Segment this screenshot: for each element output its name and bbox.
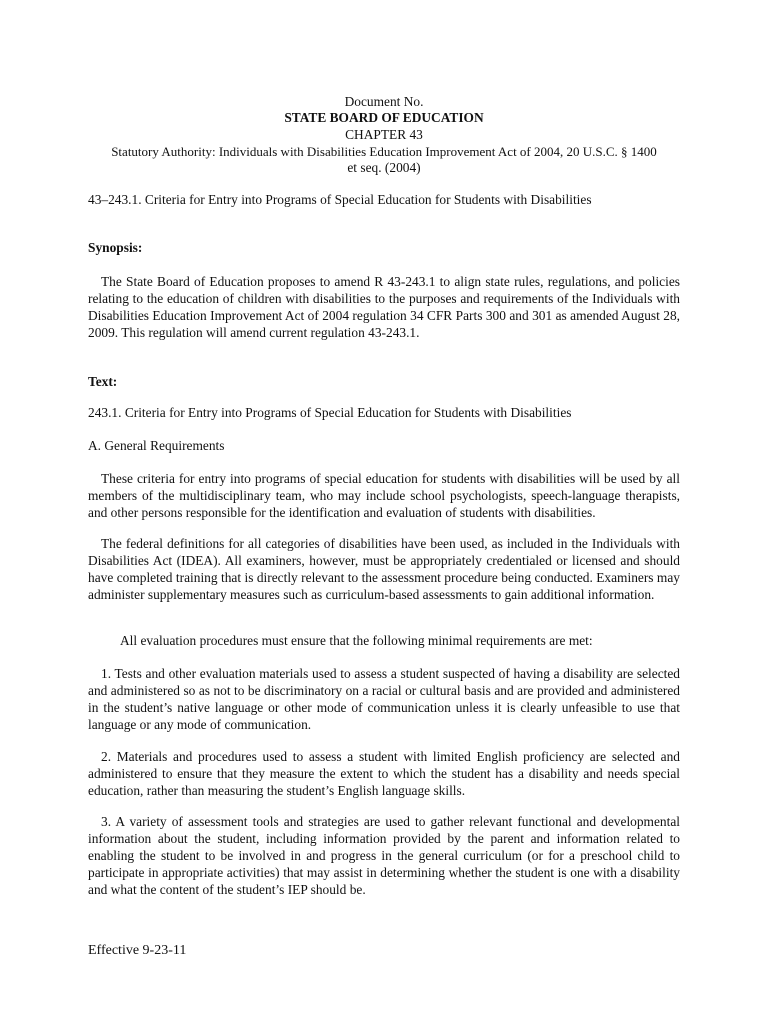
document-number: Document No. <box>344 94 424 109</box>
requirement-item-1: 1. Tests and other evaluation materials used to assess a student suspected of having a disability are selected and administered so as not to be discriminatory on a racial or cultural basis and are provided and administered in the student’s native language or other mode of communication unless it is clearly unfeasible to use that language or any mode of communication. <box>88 666 680 732</box>
synopsis-body: The State Board of Education proposes to amend R 43-243.1 to align state rules, regulations, and policies relating to the education of children with disabilities to the purposes and requirements of the Individuals with Disabilities Education Improvement Act of 2004 regulation 34 CFR Parts 300 and 301 as amended August 28, 2009. This regulation will amend current regulation 43-243.1. <box>88 274 680 340</box>
requirement-item-2: 2. Materials and procedures used to assess a student with limited English proficiency are selected and administered to ensure that they measure the extent to which the student has a disability and needs special education, rather than measuring the student’s English language skills. <box>88 749 680 798</box>
statutory-authority-line1: Statutory Authority: Individuals with Disabilities Education Improvement Act of 2004, 20 U.S.C. § 1400 <box>111 144 657 159</box>
requirement-item-3: 3. A variety of assessment tools and strategies are used to gather relevant functional and developmental information about the student, including information provided by the parent and information related to enabling the student to be involved in and progress in the general curriculum (or for a preschool child to participate in appropriate activities) that may assist in determining whether the student is one with a disability and what the content of the student’s IEP should be. <box>88 814 680 897</box>
chapter-title: CHAPTER 43 <box>345 127 423 142</box>
document-page <box>88 0 680 1024</box>
paragraph-general-criteria: These criteria for entry into programs of special education for students with disabilities will be used by all members of the multidisciplinary team, who may include school psychologists, speech-language therapists, and other persons responsible for the identification and evaluation of students with disabilities. <box>88 471 680 520</box>
subsection-heading: A. General Requirements <box>88 438 225 453</box>
board-title: STATE BOARD OF EDUCATION <box>284 110 484 125</box>
text-heading: Text: <box>88 374 118 389</box>
synopsis-heading: Synopsis: <box>88 240 143 255</box>
section-title: 243.1. Criteria for Entry into Programs of Special Education for Students with Disabilities <box>88 405 572 420</box>
statutory-authority-line2: et seq. (2004) <box>347 160 421 175</box>
evaluation-intro: All evaluation procedures must ensure that the following minimal requirements are met: <box>120 633 593 648</box>
paragraph-federal-definitions: The federal definitions for all categories of disabilities have been used, as included in the Individuals with Disabilities Act (IDEA). All examiners, however, must be appropriately credentialed or licensed and should have completed training that is directly relevant to the assessment procedure being conducted. Examiners may administer supplementary measures such as curriculum-based assessments to gain additional information. <box>88 536 680 602</box>
effective-date: Effective 9-23-11 <box>88 943 187 958</box>
regulation-title: 43–243.1. Criteria for Entry into Programs of Special Education for Students with Disabilities <box>88 192 592 207</box>
